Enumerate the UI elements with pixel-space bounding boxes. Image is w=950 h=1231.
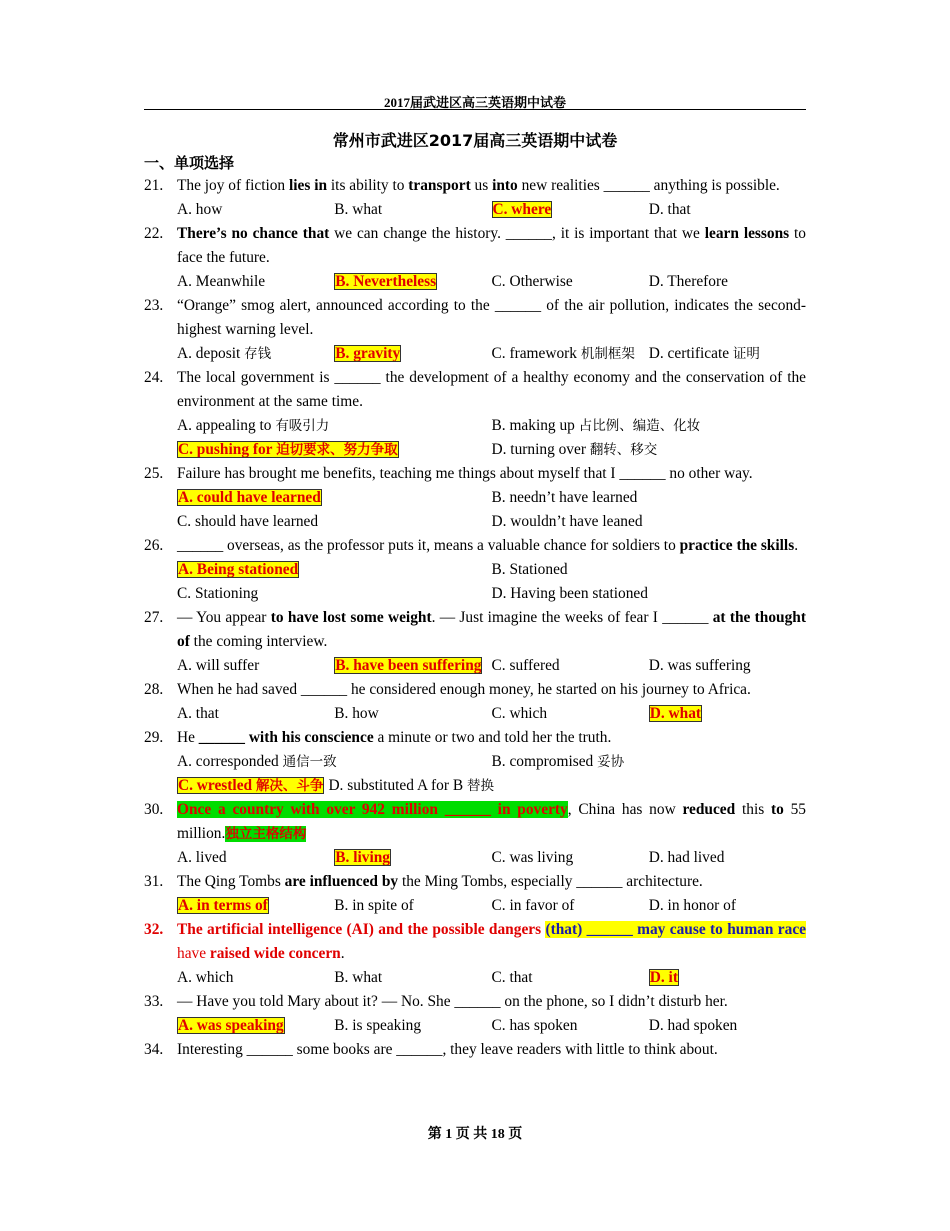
option-b: B. is speaking xyxy=(334,1017,422,1034)
option-a: A. how xyxy=(177,201,223,218)
section-heading: 一、单项选择 xyxy=(144,154,235,172)
question-text: The local government is ______ the development of a healthy economy and the conservation of the environment at the same time. xyxy=(177,369,806,410)
option-a-answer: A. Being stationed xyxy=(178,561,299,578)
question-text: the coming interview. xyxy=(189,633,328,650)
header-rule xyxy=(144,109,806,110)
option-a: A. appealing to 有吸引力 xyxy=(177,417,330,434)
question-text: The artificial intelligence (AI) and the possible dangers xyxy=(177,921,542,938)
page-footer: 第 1 页 共 18 页 xyxy=(427,1127,523,1142)
key-phrase: to have lost some weight xyxy=(270,609,432,626)
option-b: B. compromised 妥协 xyxy=(491,753,625,770)
options-26-row2 xyxy=(144,582,806,606)
option-a: A. deposit 存钱 xyxy=(177,345,272,362)
option-d: D. substituted A for B 替换 xyxy=(328,777,494,794)
question-28 xyxy=(144,678,806,702)
options-23 xyxy=(144,342,806,366)
option-c-answer: C. where xyxy=(492,201,552,218)
question-number: 32. xyxy=(144,921,164,938)
question-text: “Orange” smog alert, announced according to the ______ of the air pollution, indicates the second-highest warning level. xyxy=(177,297,806,338)
option-b-answer: B. gravity xyxy=(335,345,401,362)
key-phrase: ______ with his conscience xyxy=(198,729,374,746)
question-31 xyxy=(144,870,806,894)
option-b: B. what xyxy=(334,201,383,218)
document-title: 常州市武进区2017届高三英语期中试卷 xyxy=(332,131,618,150)
question-number: 23. xyxy=(144,297,164,314)
option-c: C. has spoken xyxy=(491,1017,578,1034)
highlighted-phrase: Once a country with over 942 million ______ in poverty xyxy=(177,801,568,818)
question-text: — You appear xyxy=(177,609,271,626)
question-text: — Have you told Mary about it? — No. She ______ on the phone, so I didn’t disturb her. xyxy=(177,993,728,1010)
options-22 xyxy=(144,270,806,294)
option-d: D. certificate 证明 xyxy=(648,345,760,362)
key-phrase: transport xyxy=(408,177,471,194)
question-text: 55 million. xyxy=(177,801,806,842)
option-c: C. in favor of xyxy=(491,897,575,914)
question-text: When he had saved ______ he considered enough money, he started on his journey to Africa. xyxy=(177,681,751,698)
option-b: B. what xyxy=(334,969,383,986)
key-phrase: raised wide concern xyxy=(209,945,341,962)
question-text: , China has now xyxy=(567,801,683,818)
page-header: 2017届武进区高三英语期中试卷 xyxy=(383,95,566,110)
question-text: ______ overseas, as the professor puts it, means a valuable chance for soldiers to xyxy=(177,537,680,554)
question-number: 29. xyxy=(144,729,164,746)
option-a-answer: A. was speaking xyxy=(178,1017,284,1034)
options-24-row2 xyxy=(144,438,806,462)
options-33 xyxy=(144,1014,806,1038)
options-29-row2 xyxy=(144,774,806,798)
option-c: C. that xyxy=(491,969,533,986)
question-text: Interesting ______ some books are ______, they leave readers with little to think about. xyxy=(177,1041,718,1058)
options-25-row2 xyxy=(144,510,806,534)
key-phrase: lies in xyxy=(288,177,328,194)
question-text: this xyxy=(735,801,771,818)
key-phrase: to xyxy=(771,801,784,818)
option-b-answer: B. have been suffering xyxy=(335,657,482,674)
question-number: 22. xyxy=(144,225,164,242)
highlighted-phrase: (that) ______ may cause to human race xyxy=(545,921,806,938)
key-phrase: at the thought of xyxy=(177,609,806,650)
option-d: D. Therefore xyxy=(648,273,728,290)
question-24 xyxy=(144,366,806,414)
options-26-row1 xyxy=(144,558,806,582)
question-text: He xyxy=(177,729,199,746)
question-text: us xyxy=(470,177,493,194)
option-a-answer: A. in terms of xyxy=(178,897,268,914)
options-30 xyxy=(144,846,806,870)
options-29-row1 xyxy=(144,750,806,774)
option-a: A. corresponded 通信一致 xyxy=(177,753,337,770)
option-c: C. which xyxy=(491,705,548,722)
question-number: 21. xyxy=(144,177,164,194)
option-a: A. lived xyxy=(177,849,227,866)
option-c: C. should have learned xyxy=(177,513,319,530)
question-25 xyxy=(144,462,806,486)
question-22 xyxy=(144,222,806,270)
option-d: D. had lived xyxy=(648,849,725,866)
question-23 xyxy=(144,294,806,342)
option-c: C. Stationing xyxy=(177,585,259,602)
option-c-answer: C. wrestled 解决、斗争 xyxy=(178,777,324,794)
question-number: 26. xyxy=(144,537,164,554)
grammar-note: 独立主格结构 xyxy=(225,826,307,842)
options-21 xyxy=(144,198,806,222)
option-d: D. wouldn’t have leaned xyxy=(491,513,643,530)
question-text: . xyxy=(340,945,345,962)
question-text: . — Just imagine the weeks of fear I ______ xyxy=(431,609,713,626)
question-number: 34. xyxy=(144,1041,164,1058)
question-30 xyxy=(144,798,806,846)
option-a: A. that xyxy=(177,705,219,722)
option-b: B. in spite of xyxy=(334,897,414,914)
question-number: 33. xyxy=(144,993,164,1010)
question-34 xyxy=(144,1038,806,1062)
option-d-answer: D. it xyxy=(649,969,678,986)
question-list xyxy=(144,174,806,1062)
question-number: 31. xyxy=(144,873,164,890)
question-text: Failure has brought me benefits, teaching me things about myself that I ______ no other way. xyxy=(177,465,753,482)
options-32 xyxy=(144,966,806,990)
option-b-answer: B. living xyxy=(335,849,390,866)
question-number: 28. xyxy=(144,681,164,698)
question-text: The joy of fiction xyxy=(177,177,289,194)
option-b: B. how xyxy=(334,705,379,722)
option-c-answer: C. pushing for 迫切要求、努力争取 xyxy=(178,441,398,458)
option-b: B. Stationed xyxy=(491,561,568,578)
question-26 xyxy=(144,534,806,558)
options-28 xyxy=(144,702,806,726)
question-27 xyxy=(144,606,806,654)
question-number: 30. xyxy=(144,801,164,818)
question-text: . xyxy=(794,537,799,554)
question-text: the Ming Tombs, especially ______ architecture. xyxy=(398,873,703,890)
question-text: a minute or two and told her the truth. xyxy=(373,729,612,746)
options-25-row1 xyxy=(144,486,806,510)
key-phrase: practice the skills xyxy=(679,537,795,554)
option-b: B. needn’t have learned xyxy=(491,489,638,506)
question-text: we can change the history. ______, it is important that we xyxy=(329,225,705,242)
question-32 xyxy=(144,918,806,966)
key-phrase: into xyxy=(492,177,518,194)
option-d: D. that xyxy=(648,201,691,218)
option-a: A. will suffer xyxy=(177,657,260,674)
option-c: C. Otherwise xyxy=(491,273,573,290)
options-27 xyxy=(144,654,806,678)
option-a: A. Meanwhile xyxy=(177,273,266,290)
option-a-answer: A. could have learned xyxy=(178,489,321,506)
key-phrase: are influenced by xyxy=(284,873,399,890)
option-d: D. was suffering xyxy=(648,657,751,674)
option-b: B. making up 占比例、编造、化妆 xyxy=(491,417,701,434)
option-a: A. which xyxy=(177,969,234,986)
option-d: D. had spoken xyxy=(648,1017,738,1034)
question-text: new realities ______ anything is possible. xyxy=(517,177,780,194)
option-c: C. was living xyxy=(491,849,574,866)
question-33 xyxy=(144,990,806,1014)
question-text: The Qing Tombs xyxy=(177,873,285,890)
question-text: its ability to xyxy=(327,177,409,194)
question-text: have xyxy=(177,945,210,962)
key-phrase: learn lessons xyxy=(704,225,790,242)
key-phrase: reduced xyxy=(682,801,736,818)
key-phrase: There’s no chance that xyxy=(177,225,330,242)
question-21 xyxy=(144,174,806,198)
option-c: C. suffered xyxy=(491,657,560,674)
option-d: D. Having been stationed xyxy=(491,585,648,602)
question-number: 27. xyxy=(144,609,164,626)
option-d: D. in honor of xyxy=(648,897,736,914)
option-b-answer: B. Nevertheless xyxy=(335,273,437,290)
options-31 xyxy=(144,894,806,918)
option-d-answer: D. what xyxy=(649,705,702,722)
option-d: D. turning over 翻转、移交 xyxy=(491,441,658,458)
option-c: C. framework 机制框架 xyxy=(491,345,635,362)
question-number: 24. xyxy=(144,369,164,386)
question-number: 25. xyxy=(144,465,164,482)
question-text: to face the future. xyxy=(177,225,807,266)
options-24-row1 xyxy=(144,414,806,438)
question-29 xyxy=(144,726,806,750)
